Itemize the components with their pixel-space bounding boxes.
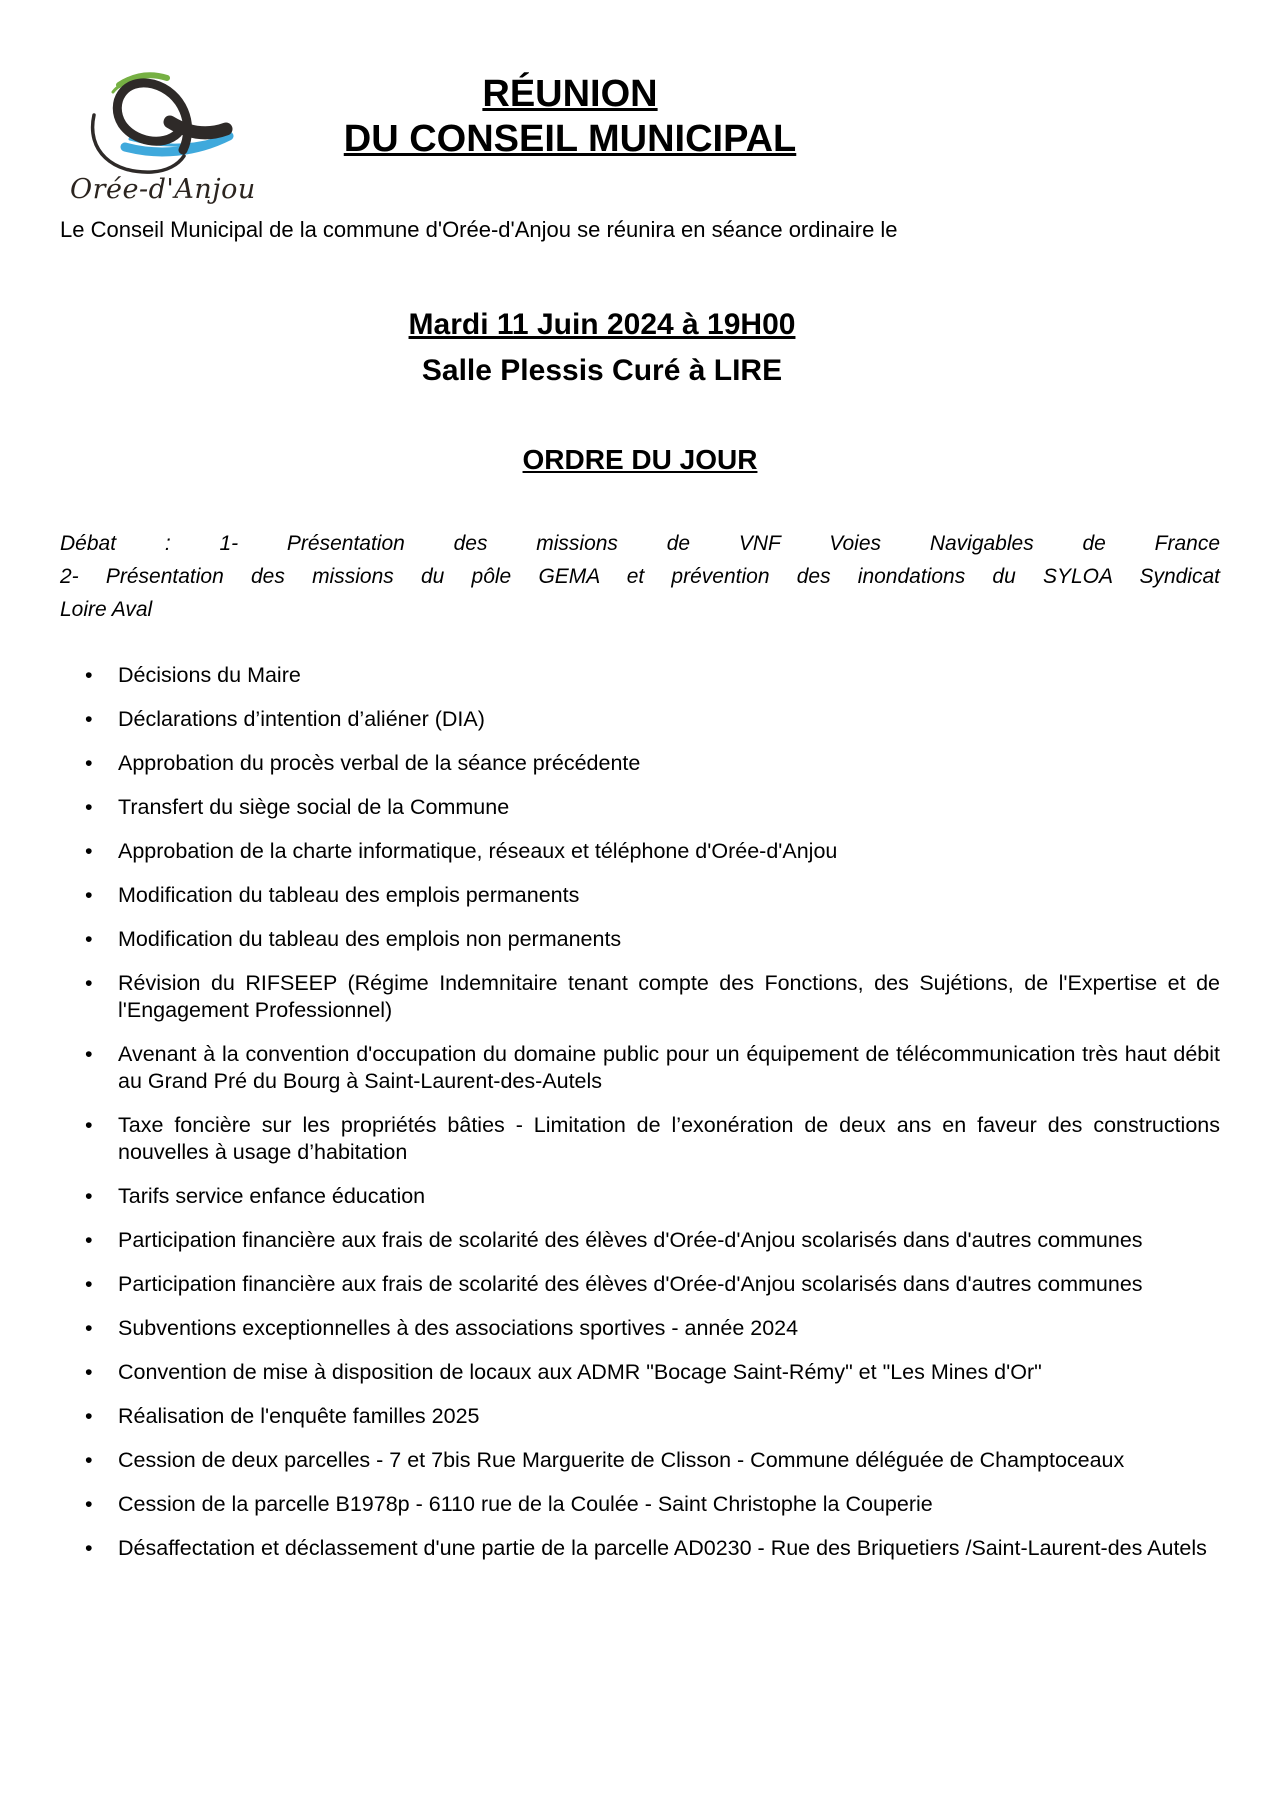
meeting-details (22, 302, 1182, 394)
agenda-item: • Modification du tableau des emplois permanents (60, 882, 1220, 909)
intro-paragraph: Le Conseil Municipal de la commune d'Orée-d'Anjou se réunira en séance ordinaire le (60, 217, 898, 242)
agenda-item: • Convention de mise à disposition de locaux aux ADMR "Bocage Saint-Rémy" et "Les Mines d'Or" (60, 1359, 1220, 1386)
agenda-item: • Approbation du procès verbal de la séance précédente (60, 750, 1220, 777)
agenda-item: • Participation financière aux frais de scolarité des élèves d'Orée-d'Anjou scolarisés dans d'autres communes (60, 1227, 1220, 1254)
debate-paragraph (60, 527, 1220, 626)
agenda-item: • Révision du RIFSEEP (Régime Indemnitaire tenant compte des Fonctions, des Sujétions, de l'Expertise et de l'Engagement Professionnel) (60, 970, 1220, 1024)
agenda-item: • Désaffectation et déclassement d'une partie de la parcelle AD0230 - Rue des Briquetiers /Saint-Laurent-des Autels (60, 1535, 1220, 1562)
agenda-item: • Cession de la parcelle B1978p - 6110 rue de la Coulée - Saint Christophe la Couperie (60, 1491, 1220, 1518)
agenda-item: • Participation financière aux frais de scolarité des élèves d'Orée-d'Anjou scolarisés dans d'autres communes (60, 1271, 1220, 1298)
meeting-datetime: Mardi 11 Juin 2024 à 19H00 (408, 308, 796, 341)
document-title-line2: DU CONSEIL MUNICIPAL (343, 118, 797, 160)
agenda-item: • Subventions exceptionnelles à des associations sportives - année 2024 (60, 1315, 1220, 1342)
agenda-item: • Cession de deux parcelles - 7 et 7bis Rue Marguerite de Clisson - Commune déléguée de Champtoceaux (60, 1447, 1220, 1474)
agenda-item: • Réalisation de l'enquête familles 2025 (60, 1403, 1220, 1430)
agenda-item: • Avenant à la convention d'occupation du domaine public pour un équipement de télécommunication très haut débit au Grand Pré du Bourg à Saint-Laurent-des-Autels (60, 1041, 1220, 1095)
agenda-item: • Déclarations d’intention d’aliéner (DIA) (60, 706, 1220, 733)
logo-caption: Orée-d'Anjou (70, 174, 256, 205)
agenda-item: • Modification du tableau des emplois non permanents (60, 926, 1220, 953)
debate-line-1: Débat : 1- Présentation des missions de VNF Voies Navigables de France (60, 532, 1220, 555)
agenda-heading-wrap (60, 394, 1220, 477)
debate-line-3: Loire Aval (60, 598, 153, 621)
agenda-item: • Approbation de la charte informatique, réseaux et téléphone d'Orée-d'Anjou (60, 838, 1220, 865)
agenda-item: • Tarifs service enfance éducation (60, 1183, 1220, 1210)
agenda-item: • Décisions du Maire (60, 662, 1220, 689)
meeting-location: Salle Plessis Curé à LIRE (421, 354, 783, 387)
agenda-item: • Taxe foncière sur les propriétés bâties - Limitation de l’exonération de deux ans en faveur des constructions nouvelles à usage d’habitation (60, 1112, 1220, 1166)
agenda-item: • Transfert du siège social de la Commune (60, 794, 1220, 821)
agenda-heading: ORDRE DU JOUR (522, 444, 758, 475)
document-title-line1: RÉUNION (482, 73, 658, 115)
document-title (0, 0, 1150, 162)
debate-line-2: 2- Présentation des missions du pôle GEMA et prévention des inondations du SYLOA Syndicat (60, 565, 1220, 588)
agenda-list (0, 662, 1280, 1562)
